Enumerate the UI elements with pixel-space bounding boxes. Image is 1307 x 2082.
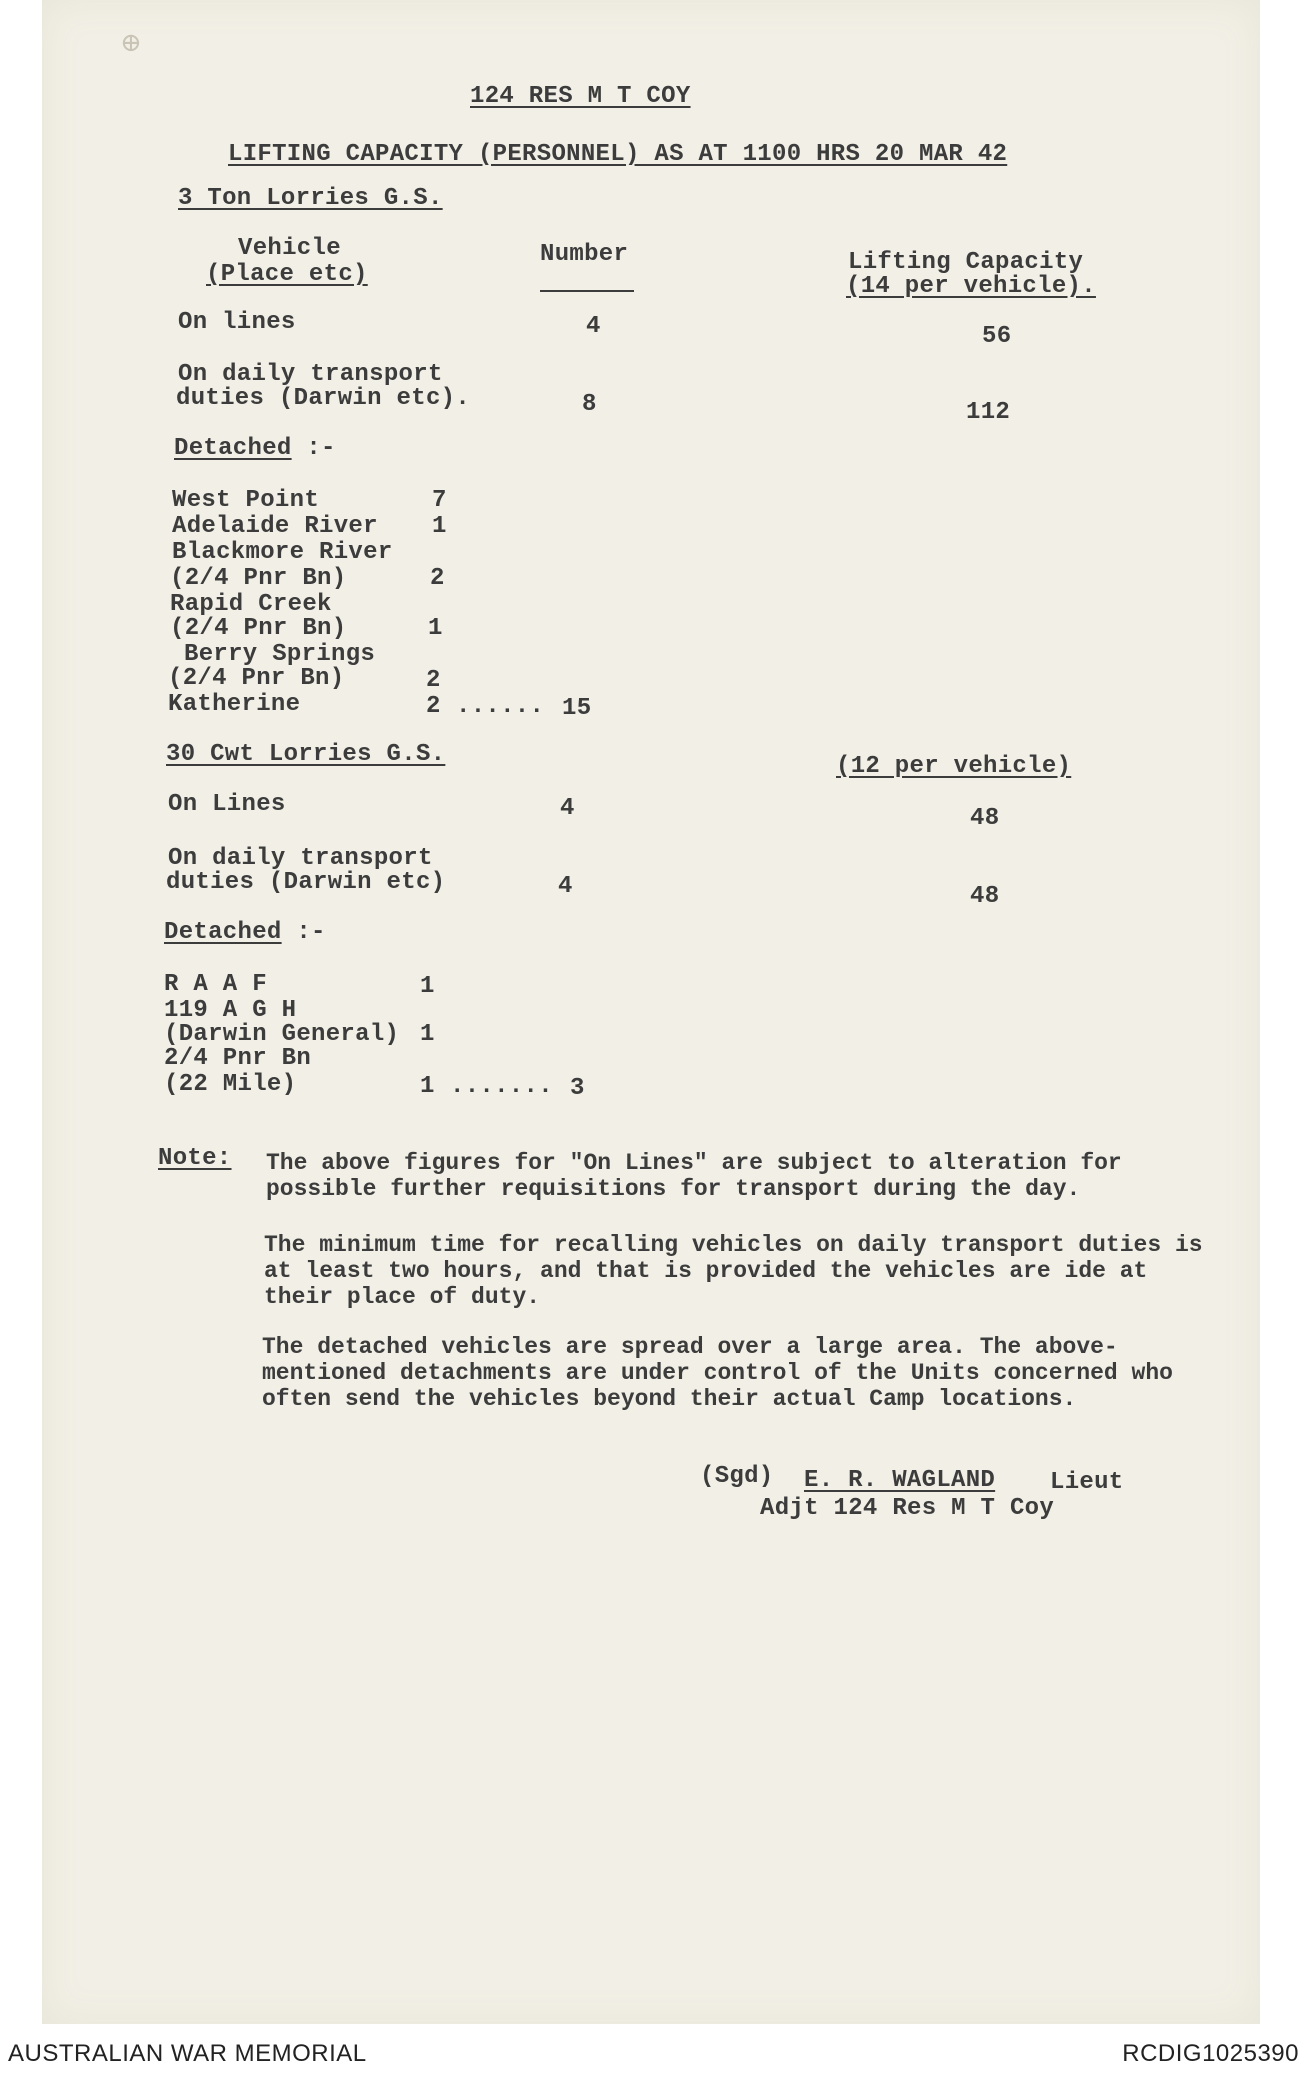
s2-row1-label: On Lines: [168, 791, 286, 818]
s2-detached-place: 2/4 Pnr Bn: [164, 1045, 312, 1072]
s1-detached-heading: Detached :-: [174, 435, 336, 462]
signature-name: E. R. WAGLAND: [804, 1467, 996, 1494]
col-capacity-sublabel: (14 per vehicle).: [846, 273, 1096, 300]
s1-row1-number: 4: [586, 313, 601, 340]
s2-row1-capacity: 48: [970, 805, 1000, 832]
s2-row2-label: On daily transport: [168, 845, 433, 872]
s1-detached-place: (2/4 Pnr Bn): [170, 615, 347, 642]
unit-title: 124 RES M T COY: [470, 83, 691, 110]
col-vehicle-sublabel: (Place etc): [206, 261, 368, 288]
section1-heading: 3 Ton Lorries G.S.: [178, 185, 443, 212]
col-capacity-label: Lifting Capacity: [848, 249, 1084, 276]
s2-detached-heading: Detached :-: [164, 919, 326, 946]
footer-institution: AUSTRALIAN WAR MEMORIAL: [8, 2040, 367, 2067]
s2-col-capacity-label: (12 per vehicle): [836, 753, 1072, 780]
s1-row2-capacity: 112: [966, 399, 1011, 426]
s1-row2-number: 8: [582, 391, 597, 418]
s2-detached-place: (Darwin General): [164, 1021, 400, 1048]
s2-detached-place: (22 Mile): [164, 1071, 297, 1098]
s2-row2-label2: duties (Darwin etc): [166, 869, 446, 896]
note-paragraph-3: The detached vehicles are spread over a large area. The above-mentioned detachments are under control of the Units concerned who often send the vehicles beyond their actual Camp locations.: [262, 1334, 1173, 1412]
s1-detached-count: 7: [432, 487, 447, 514]
s1-row1-label: On lines: [178, 309, 296, 336]
s1-detached-place: Berry Springs: [184, 641, 376, 668]
section2-heading: 30 Cwt Lorries G.S.: [166, 741, 446, 768]
s1-detached-place: Katherine: [168, 691, 301, 718]
s1-detached-place: (2/4 Pnr Bn): [168, 665, 345, 692]
s1-row1-capacity: 56: [982, 323, 1012, 350]
s2-row2-number: 4: [558, 873, 573, 900]
s1-detached-count: 2: [426, 667, 441, 694]
document-title: LIFTING CAPACITY (PERSONNEL) AS AT 1100 HRS 20 MAR 42: [228, 141, 1008, 168]
s1-row2-label: On daily transport: [178, 361, 443, 388]
s1-detached-count: 2: [426, 693, 441, 720]
s2-row2-capacity: 48: [970, 883, 1000, 910]
archive-stamp-mark: ⊕: [120, 28, 142, 58]
s1-detached-place: West Point: [172, 487, 320, 514]
s1-detached-place: (2/4 Pnr Bn): [170, 565, 347, 592]
s1-detached-place: Blackmore River: [172, 539, 393, 566]
s2-row1-number: 4: [560, 795, 575, 822]
note-paragraph-1: The above figures for "On Lines" are subject to alteration for possible further requisitions for transport during the day.: [266, 1150, 1122, 1202]
col-number-label: Number: [540, 241, 629, 268]
signature-sgd: (Sgd): [700, 1463, 774, 1490]
note-paragraph-2: The minimum time for recalling vehicles on daily transport duties is at least two hours, and that is provided the vehicles are ide at their place of duty.: [264, 1232, 1203, 1310]
s1-detached-count: 1: [428, 615, 443, 642]
col-number-rule: [540, 290, 634, 292]
s2-detached-count: 1: [420, 1021, 435, 1048]
s1-detached-place: Rapid Creek: [170, 591, 332, 618]
col-vehicle-label: Vehicle: [238, 235, 341, 262]
footer-record-id: RCDIG1025390: [1122, 2040, 1299, 2067]
s2-detached-count: 1: [420, 973, 435, 1000]
s2-detached-place: R A A F: [164, 971, 267, 998]
s2-detached-place: 119 A G H: [164, 997, 297, 1024]
s1-row2-label2: duties (Darwin etc).: [176, 385, 471, 412]
signature-role: Adjt 124 Res M T Coy: [760, 1495, 1055, 1522]
s2-detached-total-dots: .......: [450, 1073, 553, 1100]
s1-detached-place: Adelaide River: [172, 513, 378, 540]
s1-detached-count: 1: [432, 513, 447, 540]
s1-detached-total-dots: ......: [456, 693, 545, 720]
s1-detached-total: 15: [562, 695, 592, 722]
s2-detached-total: 3: [570, 1075, 585, 1102]
s2-detached-count: 1: [420, 1073, 435, 1100]
signature-rank: Lieut: [1050, 1469, 1124, 1496]
note-label: Note:: [158, 1145, 232, 1172]
s1-detached-count: 2: [430, 565, 445, 592]
